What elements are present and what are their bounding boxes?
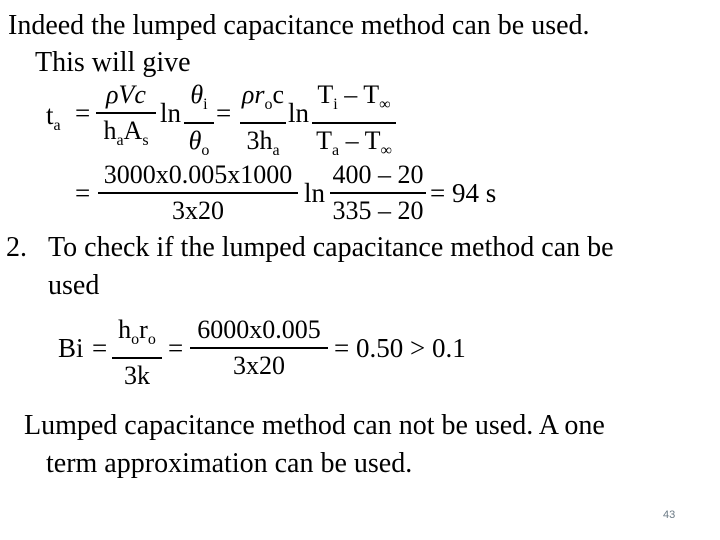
conclusion-line-2: term approximation can be used. — [46, 448, 413, 479]
conclusion-line-1: Lumped capacitance method can not be used. A one — [24, 410, 605, 441]
item-2-line-1: To check if the lumped capacitance method can be — [48, 232, 614, 263]
eq1-ln-2: ln — [288, 98, 310, 128]
eq2-fraction-1: 3000x0.005x1000 3x20 — [98, 160, 298, 226]
eq3-equals: = — [92, 333, 108, 363]
eq1-equals-2: = — [216, 98, 232, 128]
eq1-ln-1: ln — [160, 98, 182, 128]
eq3-fraction-2: 6000x0.005 3x20 — [190, 315, 328, 381]
eq1-fraction-3: $\rho r_oc$ $3h_a$ — [241, 80, 285, 159]
eq3-lhs: Bi — [58, 333, 84, 363]
eq3-fraction-1: $h_or_o$ 3k — [112, 315, 162, 391]
eq1-fraction-1: ρVc $h_aA_s$ — [96, 80, 156, 156]
eq1-lhs: $t_a$ — [46, 100, 61, 134]
line-this-will-give: This will give — [35, 47, 191, 78]
page-number: 43 — [663, 509, 676, 521]
eq3-result: = 0.50 > 0.1 — [334, 333, 466, 363]
item-2-number: 2. — [6, 232, 27, 263]
eq2-fraction-2: 400 – 20 335 – 20 — [330, 160, 426, 226]
eq1-equals: = — [75, 98, 91, 128]
eq2-result: = 94 s — [430, 178, 497, 208]
eq3-equals-2: = — [168, 333, 184, 363]
eq2-equals: = — [75, 178, 91, 208]
line-indeed: Indeed the lumped capacitance method can be used. — [8, 10, 590, 41]
eq2-ln: ln — [304, 178, 326, 208]
item-2-line-2: used — [48, 270, 100, 301]
eq1-fraction-2: $\theta_i$ $\theta_o$ — [184, 80, 214, 166]
eq1-fraction-4: $T_i - T_\infty$ $T_a - T_\infty$ — [312, 80, 396, 166]
